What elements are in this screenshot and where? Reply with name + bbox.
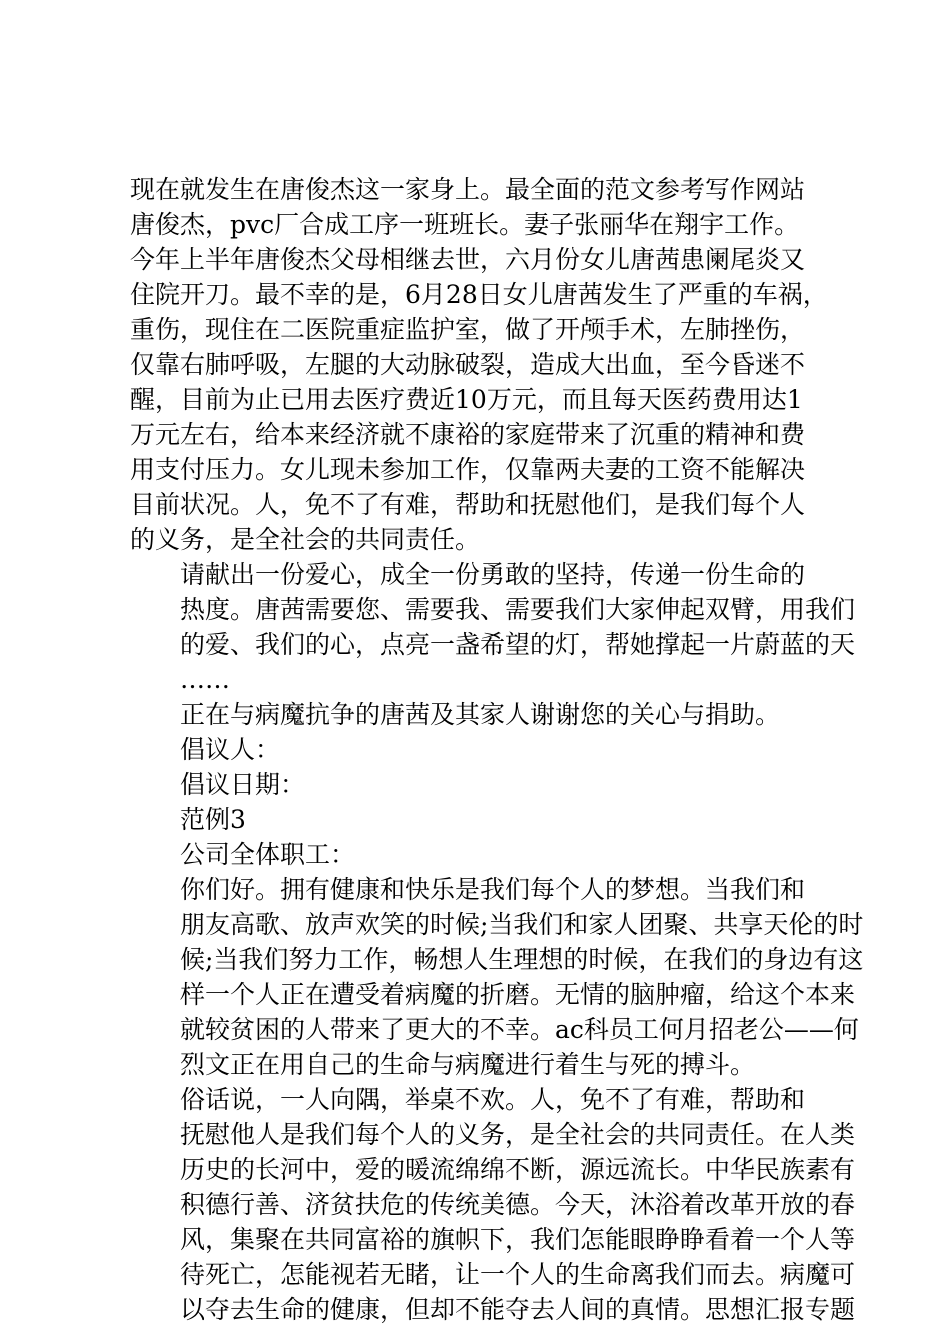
paragraph bbox=[130, 872, 864, 1082]
document-body bbox=[130, 172, 864, 1327]
paragraph bbox=[130, 557, 856, 697]
text-line: 你们好。拥有健康和快乐是我们每个人的梦想。当我们和 bbox=[180, 875, 806, 904]
text-line: 仅靠右肺呼吸，左腿的大动脉破裂，造成大出血，至今昏迷不 bbox=[130, 350, 806, 379]
text-line: 现在就发生在唐俊杰这一家身上。最全面的范文参考写作网站 bbox=[130, 175, 806, 204]
text-line: 待死亡，怎能视若无睹，让一个人的生命离我们而去。病魔可 bbox=[180, 1260, 856, 1289]
text-line: 历史的长河中，爱的暖流绵绵不断，源远流长。中华民族素有 bbox=[180, 1155, 856, 1184]
text-line: …… bbox=[180, 665, 230, 694]
paragraph bbox=[130, 1082, 856, 1327]
text-line: 积德行善、济贫扶危的传统美德。今天，沐浴着改革开放的春 bbox=[180, 1190, 856, 1219]
text-line: 朋友高歌、放声欢笑的时候;当我们和家人团聚、共享天伦的时 bbox=[180, 910, 864, 939]
text-line: 风，集聚在共同富裕的旗帜下，我们怎能眼睁睁看着一个人等 bbox=[180, 1225, 856, 1254]
paragraph bbox=[130, 172, 840, 557]
text-line: 住院开刀。最不幸的是，6月28日女儿唐茜发生了严重的车祸， bbox=[130, 280, 828, 309]
paragraph bbox=[130, 837, 840, 872]
text-line: 重伤，现住在二医院重症监护室，做了开颅手术，左肺挫伤， bbox=[130, 315, 806, 344]
text-line: 以夺去生命的健康，但却不能夺去人间的真情。思想汇报专题 bbox=[180, 1295, 856, 1324]
text-line: 就较贫困的人带来了更大的不幸。ac科员工何月招老公——何 bbox=[180, 1015, 859, 1044]
text-line: 用支付压力。女儿现未参加工作，仅靠两夫妻的工资不能解决 bbox=[130, 455, 806, 484]
text-line: 今年上半年唐俊杰父母相继去世，六月份女儿唐茜患阑尾炎又 bbox=[130, 245, 806, 274]
text-line: 目前状况。人，免不了有难，帮助和抚慰他们，是我们每个人 bbox=[130, 490, 806, 519]
text-line: 俗话说，一人向隅，举桌不欢。人，免不了有难，帮助和 bbox=[180, 1085, 806, 1114]
text-line: 候;当我们努力工作，畅想人生理想的时候，在我们的身边有这 bbox=[180, 945, 864, 974]
text-line: 倡议人： bbox=[180, 735, 281, 764]
text-line: 醒，目前为止已用去医疗费近10万元，而且每天医药费用达1 bbox=[130, 385, 803, 414]
text-line: 唐俊杰，pvc厂合成工序一班班长。妻子张丽华在翔宇工作。 bbox=[130, 210, 800, 239]
text-line: 倡议日期： bbox=[180, 770, 306, 799]
text-line: 的义务，是全社会的共同责任。 bbox=[130, 525, 481, 554]
paragraph bbox=[130, 697, 840, 732]
text-line: 请献出一份爱心，成全一份勇敢的坚持，传递一份生命的 bbox=[180, 560, 806, 589]
text-line: 正在与病魔抗争的唐茜及其家人谢谢您的关心与捐助。 bbox=[180, 700, 781, 729]
text-line: 抚慰他人是我们每个人的义务，是全社会的共同责任。在人类 bbox=[180, 1120, 856, 1149]
text-line: 范例3 bbox=[180, 805, 246, 834]
text-line: 热度。唐茜需要您、需要我、需要我们大家伸起双臂，用我们 bbox=[180, 595, 856, 624]
paragraph bbox=[130, 802, 840, 837]
text-line: 公司全体职工： bbox=[180, 840, 356, 869]
text-line: 样一个人正在遭受着病魔的折磨。无情的脑肿瘤，给这个本来 bbox=[180, 980, 856, 1009]
paragraph bbox=[130, 767, 840, 802]
text-line: 烈文正在用自己的生命与病魔进行着生与死的搏斗。 bbox=[180, 1050, 756, 1079]
text-line: 万元左右，给本来经济就不康裕的家庭带来了沉重的精神和费 bbox=[130, 420, 806, 449]
text-line: 的爱、我们的心，点亮一盏希望的灯，帮她撑起一片蔚蓝的天 bbox=[180, 630, 856, 659]
paragraph bbox=[130, 732, 840, 767]
